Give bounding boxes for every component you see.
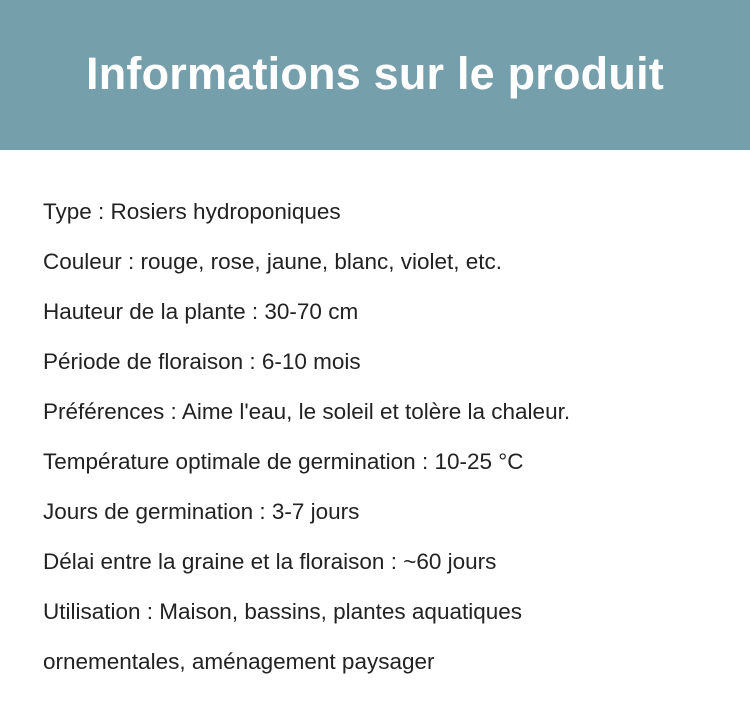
page-title: Informations sur le produit <box>86 47 664 99</box>
info-line-germination-temperature: Température optimale de germination : 10-25 °C <box>43 449 524 474</box>
info-line-germination-days: Jours de germination : 3-7 jours <box>43 499 360 524</box>
info-line-preferences: Préférences : Aime l'eau, le soleil et tolère la chaleur. <box>43 399 571 424</box>
info-line-usage-continued: ornementales, aménagement paysager <box>43 649 435 674</box>
info-line-usage: Utilisation : Maison, bassins, plantes aquatiques <box>43 599 523 624</box>
header-banner <box>0 0 750 150</box>
info-line-type: Type : Rosiers hydroponiques <box>43 199 341 224</box>
info-line-flowering-period: Période de floraison : 6-10 mois <box>43 349 361 374</box>
product-info-list <box>43 195 723 695</box>
info-line-height: Hauteur de la plante : 30-70 cm <box>43 299 359 324</box>
info-line-seed-to-flower: Délai entre la graine et la floraison : ~60 jours <box>43 549 497 574</box>
info-line-color: Couleur : rouge, rose, jaune, blanc, violet, etc. <box>43 249 503 274</box>
